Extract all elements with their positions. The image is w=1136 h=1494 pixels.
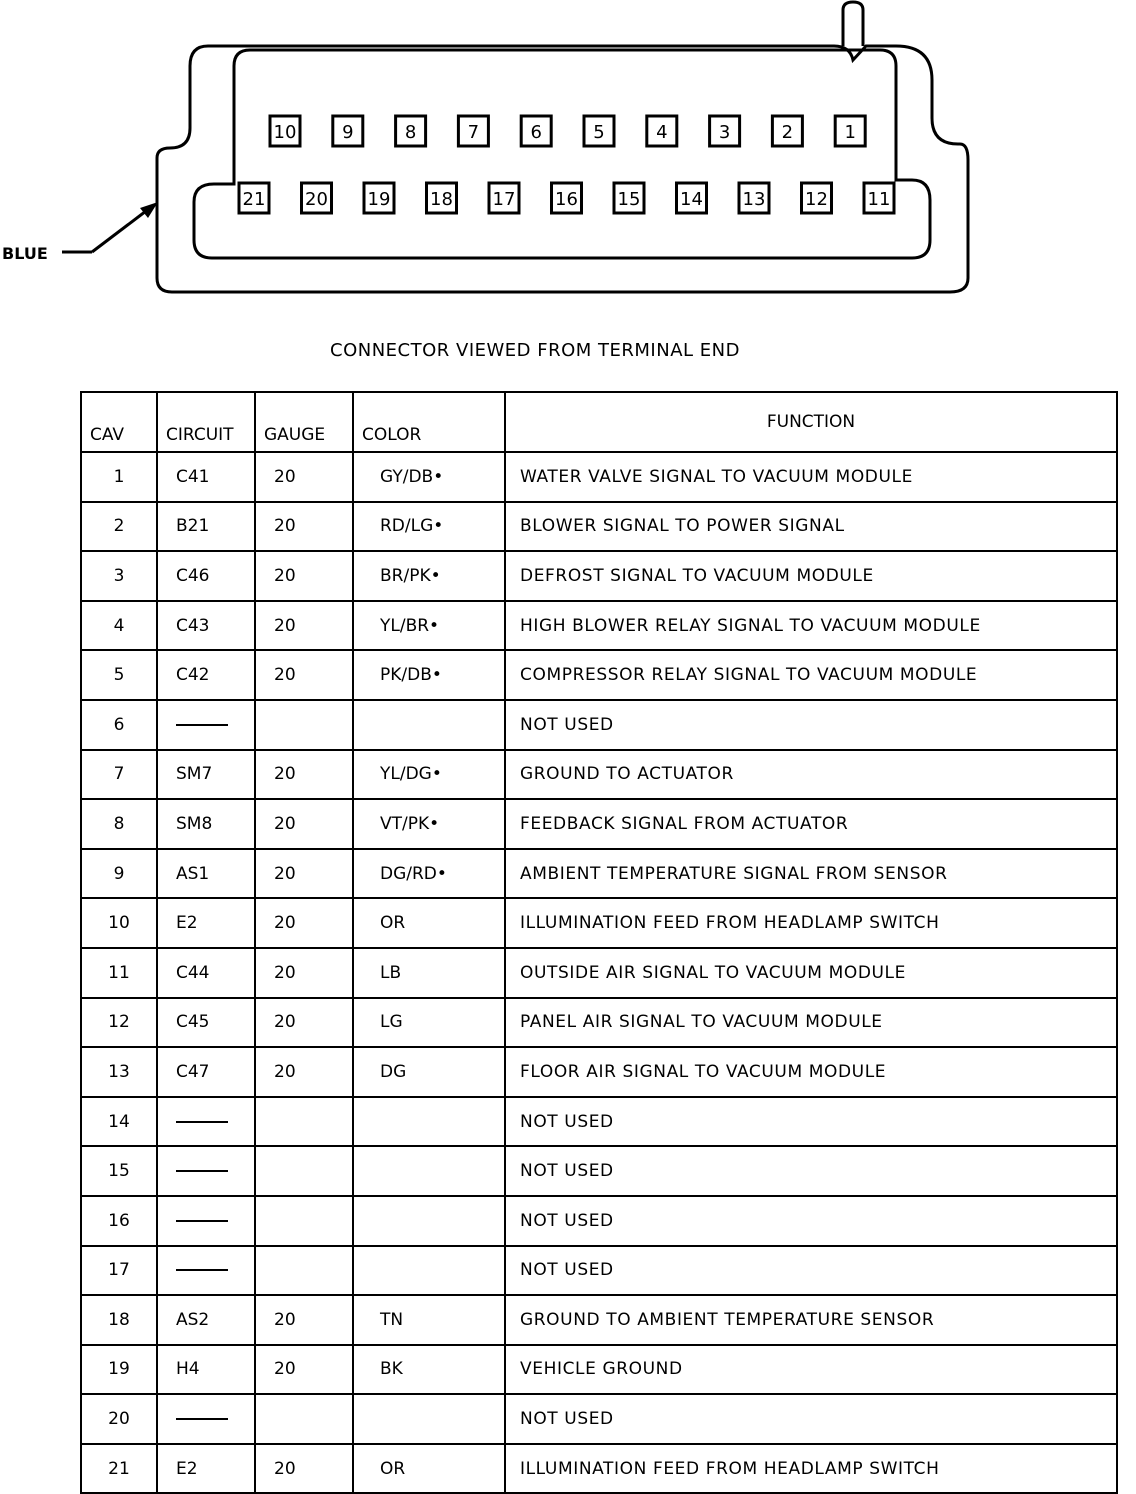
pin-label: 11 [867,189,891,210]
table-row [81,1146,1117,1196]
pin-label: 9 [342,122,354,143]
table-row [81,750,1117,800]
color-cell: BR/PK• [353,551,505,601]
connector-pins [239,116,894,213]
table-row [81,948,1117,998]
gauge-cell [255,1394,353,1444]
connector-pin [835,116,865,146]
cav-cell: 12 [81,998,157,1048]
gauge-cell: 20 [255,1295,353,1345]
table-row [81,1394,1117,1444]
gauge-cell: 20 [255,650,353,700]
circuit-cell: C46 [157,551,255,601]
gauge-cell: 20 [255,1444,353,1494]
function-cell: ILLUMINATION FEED FROM HEADLAMP SWITCH [505,1444,1117,1494]
function-cell: NOT USED [505,1097,1117,1147]
function-cell: NOT USED [505,1394,1117,1444]
circuit-cell: AS1 [157,849,255,899]
header-circuit: CIRCUIT [157,392,255,452]
function-cell: HIGH BLOWER RELAY SIGNAL TO VACUUM MODULE [505,601,1117,651]
circuit-cell [157,1246,255,1296]
cav-cell: 17 [81,1246,157,1296]
connector-pin [489,183,519,213]
table-row [81,502,1117,552]
function-cell: OUTSIDE AIR SIGNAL TO VACUUM MODULE [505,948,1117,998]
gauge-cell: 20 [255,551,353,601]
function-cell: NOT USED [505,700,1117,750]
cav-cell: 1 [81,452,157,502]
cav-cell: 18 [81,1295,157,1345]
table-row [81,1295,1117,1345]
function-cell: GROUND TO AMBIENT TEMPERATURE SENSOR [505,1295,1117,1345]
color-cell [353,1246,505,1296]
pin-label: 3 [718,122,731,143]
color-cell [353,1394,505,1444]
table-row [81,998,1117,1048]
header-gauge: GAUGE [255,392,353,452]
color-cell: PK/DB• [353,650,505,700]
unused-dash [176,1220,228,1222]
cav-cell: 16 [81,1196,157,1246]
pin-label: 4 [656,122,668,143]
pin-label: 13 [742,189,766,210]
unused-dash [176,1269,228,1271]
function-cell: GROUND TO ACTUATOR [505,750,1117,800]
color-cell [353,1097,505,1147]
circuit-cell: C43 [157,601,255,651]
table-row [81,1246,1117,1296]
connector-pin [364,183,394,213]
gauge-cell: 20 [255,1047,353,1097]
function-cell: NOT USED [505,1196,1117,1246]
table-row [81,551,1117,601]
pin-label: 1 [844,122,856,143]
table-row [81,1196,1117,1246]
gauge-cell: 20 [255,601,353,651]
connector-pin [584,116,614,146]
connector-latch [843,2,863,46]
gauge-cell [255,1196,353,1246]
color-cell: RD/LG• [353,502,505,552]
table-row [81,1097,1117,1147]
diagram-caption: CONNECTOR VIEWED FROM TERMINAL END [330,340,740,361]
cav-cell: 9 [81,849,157,899]
circuit-cell: AS2 [157,1295,255,1345]
pin-label: 18 [430,189,453,210]
cav-cell: 7 [81,750,157,800]
cav-cell: 4 [81,601,157,651]
connector-pin [521,116,551,146]
table-row [81,452,1117,502]
cav-cell: 20 [81,1394,157,1444]
connector-pin [396,116,426,146]
connector-pin [614,183,644,213]
connector-pin [270,116,300,146]
cav-cell: 15 [81,1146,157,1196]
cav-cell: 11 [81,948,157,998]
connector-pin [677,183,707,213]
color-cell [353,1146,505,1196]
unused-dash [176,724,228,726]
callout-arrow-line [92,208,150,252]
wiring-table [80,391,1118,1494]
header-cav: CAV [81,392,157,452]
circuit-cell: C41 [157,452,255,502]
pin-label: 7 [467,122,480,143]
gauge-cell: 20 [255,452,353,502]
circuit-cell [157,1196,255,1246]
color-cell: LB [353,948,505,998]
function-cell: PANEL AIR SIGNAL TO VACUUM MODULE [505,998,1117,1048]
unused-dash [176,1418,228,1420]
table-row [81,849,1117,899]
connector-pin [864,183,894,213]
cav-cell: 19 [81,1345,157,1395]
pin-label: 2 [781,122,794,143]
table-row [81,650,1117,700]
color-cell: LG [353,998,505,1048]
color-cell [353,1196,505,1246]
gauge-cell: 20 [255,1345,353,1395]
table-row [81,799,1117,849]
circuit-cell: SM8 [157,799,255,849]
color-cell: BK [353,1345,505,1395]
cav-cell: 6 [81,700,157,750]
connector-pin [333,116,363,146]
color-cell: OR [353,898,505,948]
connector-pin [458,116,488,146]
color-cell: VT/PK• [353,799,505,849]
header-color: COLOR [353,392,505,452]
function-cell: BLOWER SIGNAL TO POWER SIGNAL [505,502,1117,552]
unused-dash [176,1121,228,1123]
cav-cell: 10 [81,898,157,948]
pin-label: 12 [805,189,828,210]
function-cell: DEFROST SIGNAL TO VACUUM MODULE [505,551,1117,601]
circuit-cell: C45 [157,998,255,1048]
cav-cell: 21 [81,1444,157,1494]
gauge-cell: 20 [255,750,353,800]
connector-diagram [0,0,1136,330]
pin-label: 10 [273,122,297,143]
circuit-cell: C44 [157,948,255,998]
function-cell: AMBIENT TEMPERATURE SIGNAL FROM SENSOR [505,849,1117,899]
connector-pin [647,116,677,146]
gauge-cell [255,1146,353,1196]
circuit-cell [157,700,255,750]
circuit-cell: SM7 [157,750,255,800]
table-header-row [81,392,1117,452]
function-cell: FEEDBACK SIGNAL FROM ACTUATOR [505,799,1117,849]
connector-pin [739,183,769,213]
color-cell [353,700,505,750]
color-cell: YL/DG• [353,750,505,800]
callout-label: BLUE [2,244,48,263]
gauge-cell: 20 [255,898,353,948]
table-row [81,1047,1117,1097]
pin-label: 14 [680,189,703,210]
connector-pin [552,183,582,213]
pin-label: 20 [305,189,328,210]
circuit-cell: C42 [157,650,255,700]
gauge-cell: 20 [255,849,353,899]
gauge-cell [255,700,353,750]
cav-cell: 2 [81,502,157,552]
function-cell: WATER VALVE SIGNAL TO VACUUM MODULE [505,452,1117,502]
connector-inner-outline [194,50,930,258]
table-row [81,1345,1117,1395]
gauge-cell: 20 [255,799,353,849]
function-cell: ILLUMINATION FEED FROM HEADLAMP SWITCH [505,898,1117,948]
pin-label: 8 [404,122,417,143]
connector-pin [239,183,269,213]
pin-label: 19 [367,189,391,210]
connector-pin [710,116,740,146]
pin-label: 5 [593,122,605,143]
connector-pin [772,116,802,146]
function-cell: NOT USED [505,1146,1117,1196]
pin-label: 15 [617,189,641,210]
table-row [81,700,1117,750]
gauge-cell: 20 [255,948,353,998]
table-row [81,898,1117,948]
pin-label: 17 [492,189,516,210]
cav-cell: 5 [81,650,157,700]
circuit-cell [157,1097,255,1147]
table-row [81,1444,1117,1494]
connector-housing-outline [157,46,968,292]
color-cell: TN [353,1295,505,1345]
table-row [81,601,1117,651]
connector-pin [427,183,457,213]
circuit-cell [157,1146,255,1196]
unused-dash [176,1170,228,1172]
callout-arrowhead [140,202,158,218]
cav-cell: 14 [81,1097,157,1147]
gauge-cell [255,1246,353,1296]
circuit-cell: E2 [157,1444,255,1494]
cav-cell: 3 [81,551,157,601]
color-cell: DG/RD• [353,849,505,899]
function-cell: VEHICLE GROUND [505,1345,1117,1395]
cav-cell: 13 [81,1047,157,1097]
color-cell: YL/BR• [353,601,505,651]
color-cell: OR [353,1444,505,1494]
header-function: FUNCTION [505,392,1117,452]
gauge-cell [255,1097,353,1147]
circuit-cell [157,1394,255,1444]
cav-cell: 8 [81,799,157,849]
pin-label: 21 [242,189,266,210]
circuit-cell: H4 [157,1345,255,1395]
gauge-cell: 20 [255,502,353,552]
pin-label: 16 [555,189,578,210]
function-cell: NOT USED [505,1246,1117,1296]
table-body [81,452,1117,1493]
color-cell: DG [353,1047,505,1097]
function-cell: FLOOR AIR SIGNAL TO VACUUM MODULE [505,1047,1117,1097]
circuit-cell: B21 [157,502,255,552]
connector-pin [302,183,332,213]
pin-label: 6 [530,122,542,143]
circuit-cell: C47 [157,1047,255,1097]
color-cell: GY/DB• [353,452,505,502]
function-cell: COMPRESSOR RELAY SIGNAL TO VACUUM MODULE [505,650,1117,700]
connector-pin [802,183,832,213]
circuit-cell: E2 [157,898,255,948]
gauge-cell: 20 [255,998,353,1048]
